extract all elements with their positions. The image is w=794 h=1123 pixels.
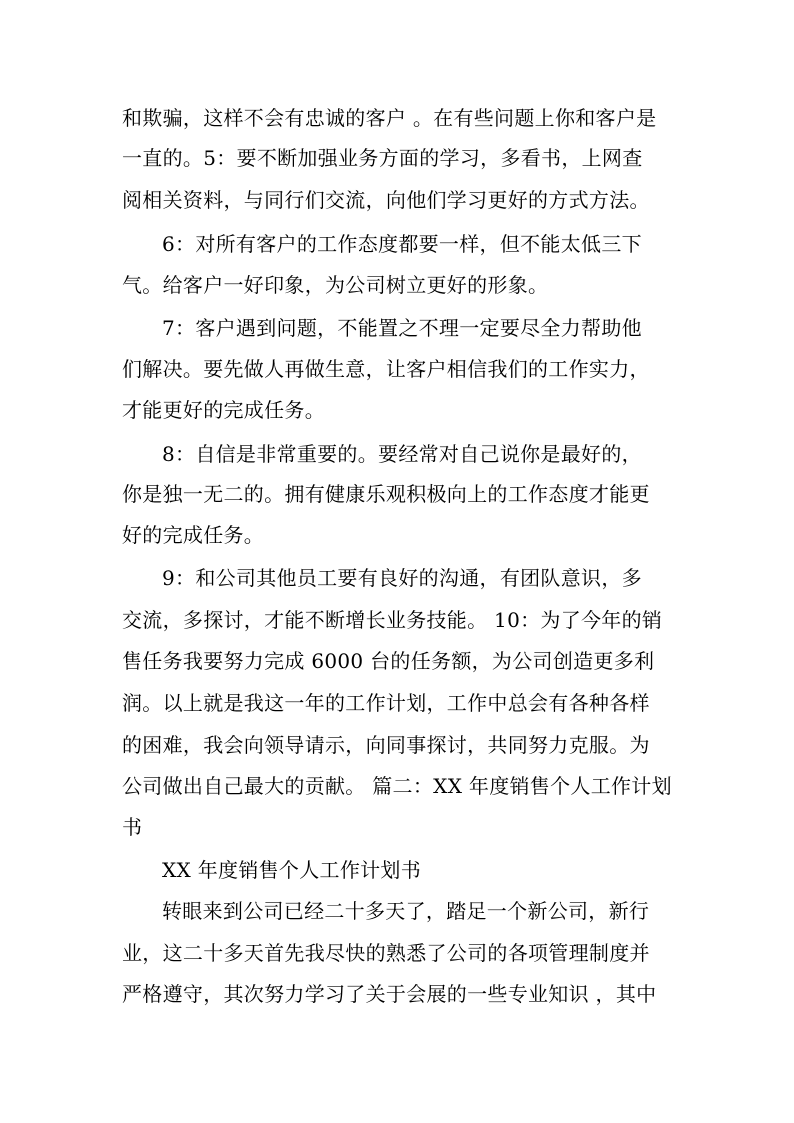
text-line: 和欺骗，这样不会有忠诚的客户 。在有些问题上你和客户是 bbox=[122, 106, 657, 130]
text-line: 7：客户遇到问题，不能置之不理一定要尽全力帮助他 bbox=[162, 316, 642, 340]
text-line: 好的完成任务。 bbox=[122, 523, 265, 547]
text-line: 阅相关资料，与同行们交流，向他们学习更好的方式方法。 bbox=[122, 188, 650, 212]
text-line: 们解决。要先做人再做生意，让客户相信我们的工作实力， bbox=[122, 357, 650, 381]
text-line: 业，这二十多天首先我尽快的熟悉了公司的各项管理制度并 bbox=[122, 941, 650, 965]
text-line: 公司做出自己最大的贡献。 篇二：XX 年度销售个人工作计划 bbox=[122, 774, 672, 798]
text-line: 才能更好的完成任务。 bbox=[122, 398, 325, 422]
text-line: 售任务我要努力完成 6000 台的任务额，为公司创造更多利 bbox=[122, 649, 655, 673]
text-line: 的困难，我会向领导请示，向同事探讨，共同努力克服。为 bbox=[122, 733, 650, 757]
text-line: 书 bbox=[122, 815, 143, 839]
text-line: 你是独一无二的。拥有健康乐观积极向上的工作态度才能更 bbox=[122, 482, 650, 506]
text-line: 润。以上就是我这一年的工作计划，工作中总会有各种各样 bbox=[122, 691, 650, 715]
text-line: 严格遵守，其次努力学习了关于会展的一些专业知识 ，其中 bbox=[122, 982, 657, 1006]
text-line: 一直的。5：要不断加强业务方面的学习，多看书，上网查 bbox=[122, 146, 643, 170]
text-line: 9：和公司其他员工要有良好的沟通，有团队意识，多 bbox=[162, 566, 642, 590]
text-line: 转眼来到公司已经二十多天了，踏足一个新公司，新行 bbox=[162, 899, 650, 923]
text-line: 8：自信是非常重要的。要经常对自己说你是最好的， bbox=[162, 442, 642, 466]
text-line: 6：对所有客户的工作态度都要一样，但不能太低三下 bbox=[162, 232, 642, 256]
text-line: 气。给客户一好印象，为公司树立更好的形象。 bbox=[122, 273, 549, 297]
section-heading: XX 年度销售个人工作计划书 bbox=[162, 858, 422, 882]
text-line: 交流，多探讨，才能不断增长业务技能。 10：为了今年的销 bbox=[122, 608, 663, 632]
